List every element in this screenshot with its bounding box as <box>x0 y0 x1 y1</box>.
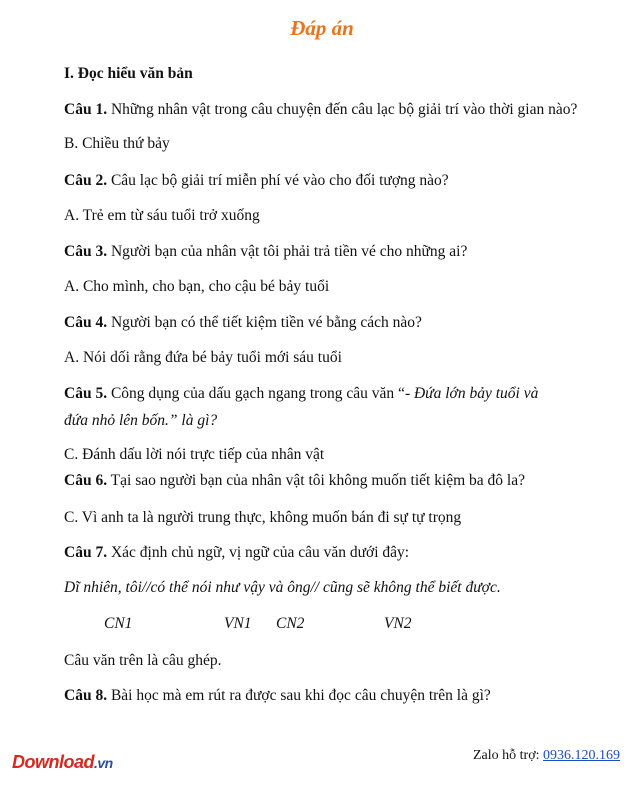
question-text: Công dụng của dấu gạch ngang trong câu văn “ <box>107 385 405 402</box>
answer-6: C. Vì anh ta là người trung thực, không muốn bán đi sự tự trọng <box>64 509 462 526</box>
download-logo <box>12 752 113 773</box>
question-5 <box>64 384 538 404</box>
quote-part-2: đứa nhỏ lên bốn.” <box>64 412 178 429</box>
answer-2: A. Trẻ em từ sáu tuổi trở xuống <box>64 207 260 224</box>
question-4 <box>64 313 422 333</box>
page-title: Đáp án <box>290 16 354 40</box>
question-text: Những nhân vật trong câu chuyện đến câu lạc bộ giải trí vào thời gian nào? <box>107 101 578 118</box>
question-text: Người bạn có thể tiết kiệm tiền vé bằng cách nào? <box>107 314 422 331</box>
quote-part-1: - Đứa lớn bảy tuổi và <box>404 385 539 402</box>
section-heading: I. Đọc hiểu văn bản <box>64 65 193 82</box>
label-vn2: VN2 <box>384 615 412 632</box>
question-2 <box>64 171 449 191</box>
label-cn1: CN1 <box>104 615 133 632</box>
question-label: Câu 4. <box>64 314 108 331</box>
logo-tld: .vn <box>94 755 113 771</box>
question-label: Câu 7. <box>64 544 108 561</box>
answer-5: C. Đánh dấu lời nói trực tiếp của nhân vật <box>64 446 325 463</box>
question-text: Người bạn của nhân vật tôi phải trả tiền vé cho những ai? <box>107 243 468 260</box>
label-cn2: CN2 <box>276 615 305 632</box>
question-text: Xác định chủ ngữ, vị ngữ của câu văn dưới đây: <box>107 544 410 561</box>
question-label: Câu 8. <box>64 687 108 704</box>
support-label: Zalo hỗ trợ: <box>473 748 543 763</box>
question-tail: là gì? <box>177 412 218 429</box>
question-label: Câu 1. <box>64 101 108 118</box>
question-text: Câu lạc bộ giải trí miễn phí vé vào cho đối tượng nào? <box>107 172 449 189</box>
answer-4: A. Nói dối rằng đứa bé bảy tuổi mới sáu tuổi <box>64 349 342 366</box>
question-3 <box>64 242 467 262</box>
question-text: Bài học mà em rút ra được sau khi đọc câu chuyện trên là gì? <box>107 687 491 704</box>
question-label: Câu 2. <box>64 172 108 189</box>
question-text: Tại sao người bạn của nhân vật tôi không muốn tiết kiệm ba đô la? <box>107 472 526 489</box>
support-info <box>473 748 620 764</box>
analysis-sentence: Dĩ nhiên, tôi//có thể nói như vậy và ông// cũng sẽ không thể biết được. <box>64 579 501 596</box>
logo-main-text: Download <box>12 752 94 772</box>
question-6 <box>64 471 525 491</box>
answer-3: A. Cho mình, cho bạn, cho cậu bé bảy tuổi <box>64 278 330 295</box>
answer-7: Câu văn trên là câu ghép. <box>64 652 222 669</box>
question-7 <box>64 543 409 563</box>
label-vn1: VN1 <box>224 615 252 632</box>
support-phone-link[interactable]: 0936.120.169 <box>543 748 620 763</box>
question-label: Câu 6. <box>64 472 108 489</box>
question-5-cont <box>64 411 217 431</box>
question-8 <box>64 686 491 706</box>
question-label: Câu 5. <box>64 385 108 402</box>
question-label: Câu 3. <box>64 243 108 260</box>
answer-1: B. Chiều thứ bảy <box>64 135 170 152</box>
question-1 <box>64 100 577 120</box>
